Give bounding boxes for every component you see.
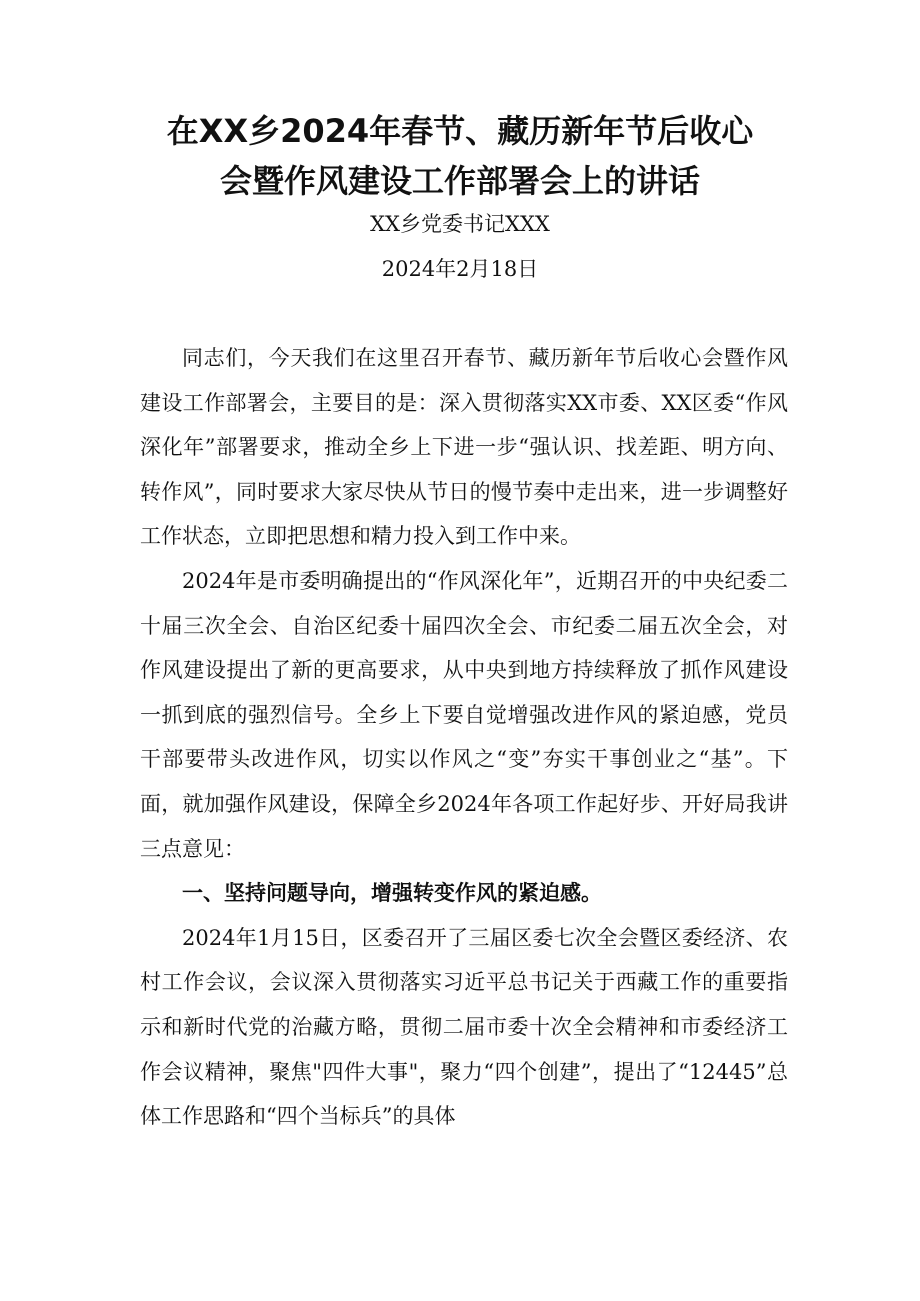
section-1-paragraph: 2024年1月15日，区委召开了三届区委七次全会暨区委经济、农村工作会议，会议深入贯彻落实习近平总书记关于西藏工作的重要指示和新时代党的治藏方略，贯彻二届市委十次全会精神和市委经济工作会议精神，聚焦"四件大事"，聚力“四个创建”，提出了“12445”总体工作思路和“四个当标兵”的具体 [140, 925, 788, 1129]
speaker-byline: XX乡党委书记XXX [370, 212, 550, 236]
document-title-line1: 在XX乡2024年春节、藏历新年节后收心 [166, 112, 754, 150]
section-heading-1: 一、坚持问题导向，增强转变作风的紧迫感。 [182, 881, 602, 906]
paragraph-opening: 同志们，今天我们在这里召开春节、藏历新年节后收心会暨作风建设工作部署会，主要目的是：深入贯彻落实XX市委、XX区委“作风深化年”部署要求，推动全乡上下进一步“强认识、找差距、明方向、转作风”，同时要求大家尽快从节日的慢节奏中走出来，进一步调整好工作状态，立即把思想和精力投入到工作中来。 [140, 346, 788, 549]
paragraph-background: 2024年是市委明确提出的“作风深化年”，近期召开的中央纪委二十届三次全会、自治区纪委十届四次全会、市纪委二届五次全会，对作风建设提出了新的更高要求，从中央到地方持续释放了抓作风建设一抓到底的强烈信号。全乡上下要自觉增强改进作风的紧迫感，党员干部要带头改进作风，切实以作风之“变”夯实干事创业之“基”。下面，就加强作风建设，保障全乡2024年各项工作起好步、开好局我讲三点意见： [140, 568, 788, 861]
speech-body [140, 336, 788, 1139]
speech-date: 2024年2月18日 [381, 257, 539, 281]
document-title-line2: 会暨作风建设工作部署会上的讲话 [219, 162, 700, 200]
